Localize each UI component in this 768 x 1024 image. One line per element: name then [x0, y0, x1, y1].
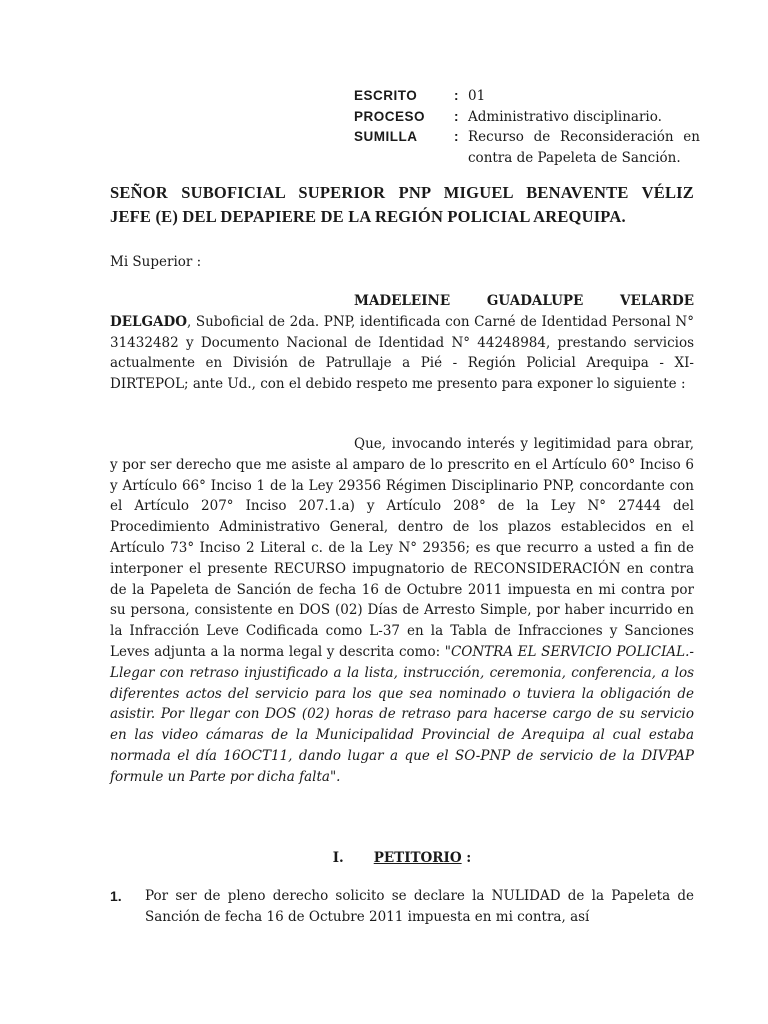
body-text-regular: Que, invocando interés y legitimidad para obrar, y por ser derecho que me asiste al amparo de lo prescrito en el Artículo 60° Inciso 6 y Artículo 66° Inciso 1 de la Ley 29356 Régimen Disciplinario PNP, concordante con el Artículo 207° Inciso 207.1.a) y Artículo 208° de la Ley N° 27444 del Procedimiento Administrativo General, dentro de los plazos establecidos en el Artículo 73° Inciso 2 Literal c. de la Ley N° 29356; es que recurro a usted a fin de interponer el presente RECURSO impugnatorio de RECONSIDERACIÓN en contra de la Papeleta de Sanción de fecha 16 de Octubre 2011 impuesta en mi contra por su persona, consistente en DOS (02) Días de Arresto Simple, por haber incurrido en la Infracción Leve Codificada como L-37 en la Tabla de Infracciones y Sanciones Leves adjunta a la norma legal y descrita como: [110, 436, 694, 660]
petition-number: 1. [110, 888, 122, 904]
addressee [110, 181, 694, 229]
sumilla-value-line2: contra de Papeleta de Sanción. [468, 149, 681, 166]
petitioner-name-first: MADELEINE GUADALUPE VELARDE [354, 293, 694, 309]
petition-item [110, 886, 694, 928]
sumilla-row [354, 127, 700, 148]
escrito-label: ESCRITO [354, 88, 418, 103]
body-text-quote: "CONTRA EL SERVICIO POLICIAL.- Llegar con retraso injustificado a la lista, instrucción, ceremonia, conferencia, a los diferentes actos del servicio para los que sea nominado o tuviera la obligación de asistir. Por llegar con DOS (02) horas de retraso para hacerse cargo de su servicio en las video cámaras de la Municipalidad Provincial de Arequipa al cual estaba normada el día 16OCT11, dando lugar a que el SO-PNP de servicio de la DIVPAP formule un Parte por dicha falta". [110, 643, 694, 785]
sumilla-label: SUMILLA [354, 129, 418, 144]
petitioner-name-last: DELGADO [110, 313, 187, 330]
section-suffix: : [461, 850, 472, 866]
proceso-row [354, 107, 700, 128]
document-header [354, 86, 700, 168]
section-number: I. [332, 850, 344, 866]
section-title: PETITORIO [373, 850, 462, 866]
addressee-line1: SEÑOR SUBOFICIAL SUPERIOR PNP MIGUEL BENAVENTE VÉLIZ [110, 183, 694, 202]
intro-paragraph [110, 291, 694, 395]
proceso-label: PROCESO [354, 108, 426, 124]
section-heading [110, 848, 694, 868]
escrito-value: 01 [468, 88, 486, 104]
petition-text: Por ser de pleno derecho solicito se declare la NULIDAD de la Papeleta de Sanción de fecha 16 de Octubre 2011 impuesta en mi contra, así [145, 888, 694, 925]
addressee-line2: JEFE (E) DEL DEPAPIERE DE LA REGIÓN POLICIAL AREQUIPA. [110, 207, 626, 226]
escrito-row [354, 86, 700, 107]
body-paragraph [110, 434, 694, 788]
colon: : [454, 108, 459, 124]
colon: : [454, 88, 459, 103]
body-text [110, 434, 694, 788]
sumilla-value-line1: Recurso de Reconsideración en [468, 129, 700, 145]
intro-text: , Suboficial de 2da. PNP, identificada con Carné de Identidad Personal N° 31432482 y Documento Nacional de Identidad N° 44248984, prestando servicios actualmente en División de Patrullaje a Pié - Región Policial Arequipa - XI-DIRTEPOL; ante Ud., con el debido respeto me presento para exponer lo siguiente : [110, 313, 694, 393]
salutation: Mi Superior : [110, 254, 202, 270]
colon: : [454, 129, 459, 144]
proceso-value: Administrativo disciplinario. [468, 108, 662, 125]
